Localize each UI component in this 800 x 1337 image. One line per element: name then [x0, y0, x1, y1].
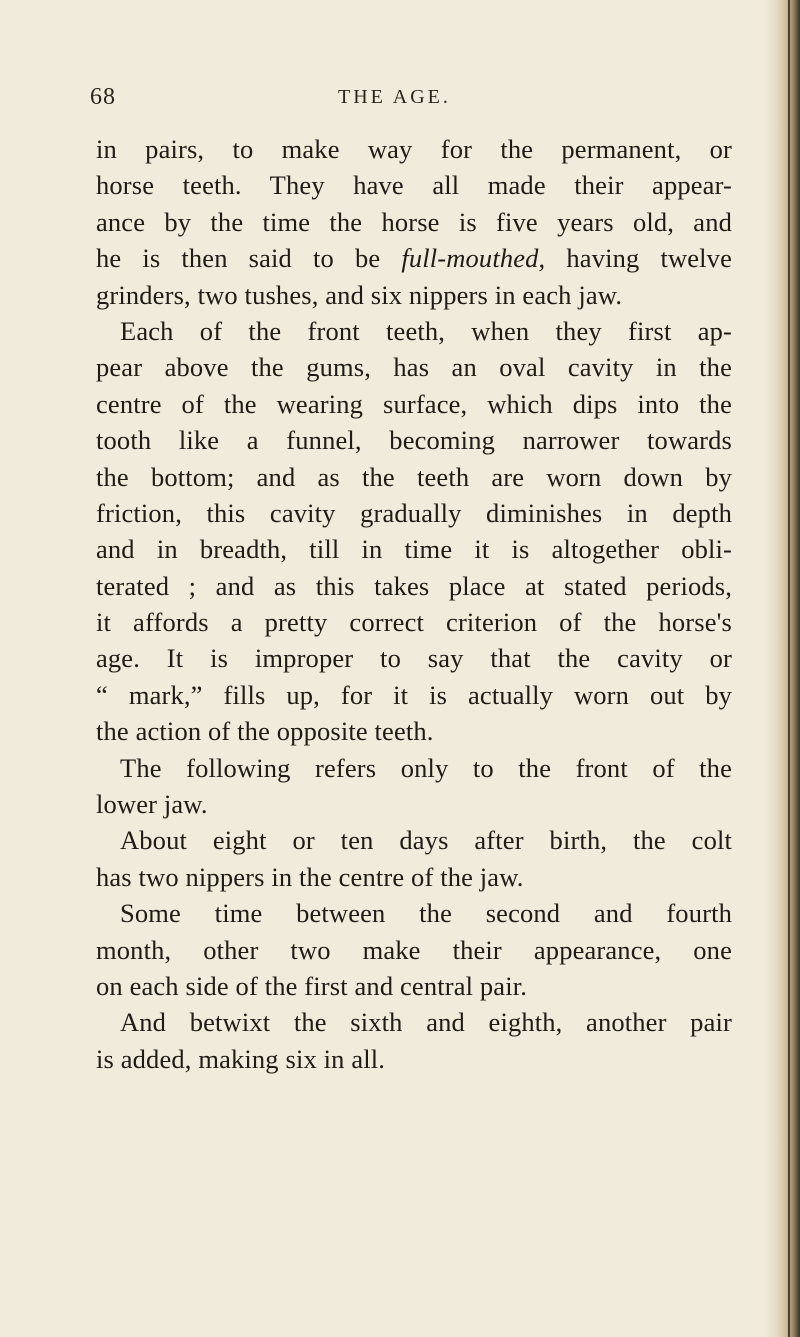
- body-text: [96, 131, 732, 1077]
- text-line: month, other two make their appearance, one: [96, 934, 732, 965]
- text-line: lower jaw.: [96, 789, 208, 820]
- text-line: it affords a pretty correct criterion of the horse's: [96, 607, 732, 638]
- running-head: THE AGE.: [338, 86, 451, 108]
- text-line: is added, making six in all.: [96, 1043, 386, 1074]
- text-line: and in breadth, till in time it is altogether obli-: [96, 534, 732, 565]
- text-line: [96, 240, 732, 276]
- text-line: terated ; and as this takes place at stated periods,: [96, 570, 732, 601]
- italic-term: full-mouthed,: [401, 243, 546, 274]
- text-line: the action of the opposite teeth.: [96, 716, 434, 747]
- text-line: age. It is improper to say that the cavity or: [96, 643, 732, 674]
- text-line: ance by the time the horse is five years old, and: [96, 206, 732, 237]
- text-line: And betwixt the sixth and eighth, another pair: [120, 1007, 732, 1038]
- text-line: centre of the wearing surface, which dips into the: [96, 388, 732, 419]
- text-line: About eight or ten days after birth, the colt: [120, 825, 732, 856]
- text-segment: having twelve: [545, 243, 732, 274]
- text-segment: he is then said to be: [96, 243, 402, 274]
- page-gutter: [764, 0, 800, 1337]
- text-line: the bottom; and as the teeth are worn down by: [96, 461, 732, 492]
- text-line: pear above the gums, has an oval cavity in the: [96, 352, 732, 383]
- text-line: Each of the front teeth, when they first ap-: [120, 315, 732, 346]
- text-line: grinders, two tushes, and six nippers in each jaw.: [96, 279, 623, 310]
- text-line: has two nippers in the centre of the jaw.: [96, 861, 524, 892]
- text-line: horse teeth. They have all made their appear-: [96, 170, 732, 201]
- text-line: tooth like a funnel, becoming narrower towards: [96, 425, 732, 456]
- binding-edge: [788, 0, 790, 1337]
- text-line: “ mark,” fills up, for it is actually worn out by: [96, 679, 732, 710]
- text-line: The following refers only to the front of the: [120, 752, 732, 783]
- text-line: friction, this cavity gradually diminishes in depth: [96, 497, 732, 528]
- page-number: 68: [90, 84, 116, 110]
- text-line: on each side of the first and central pair.: [96, 970, 528, 1001]
- text-line: Some time between the second and fourth: [120, 898, 732, 929]
- text-line: in pairs, to make way for the permanent, or: [96, 134, 732, 164]
- page-header: [0, 84, 760, 120]
